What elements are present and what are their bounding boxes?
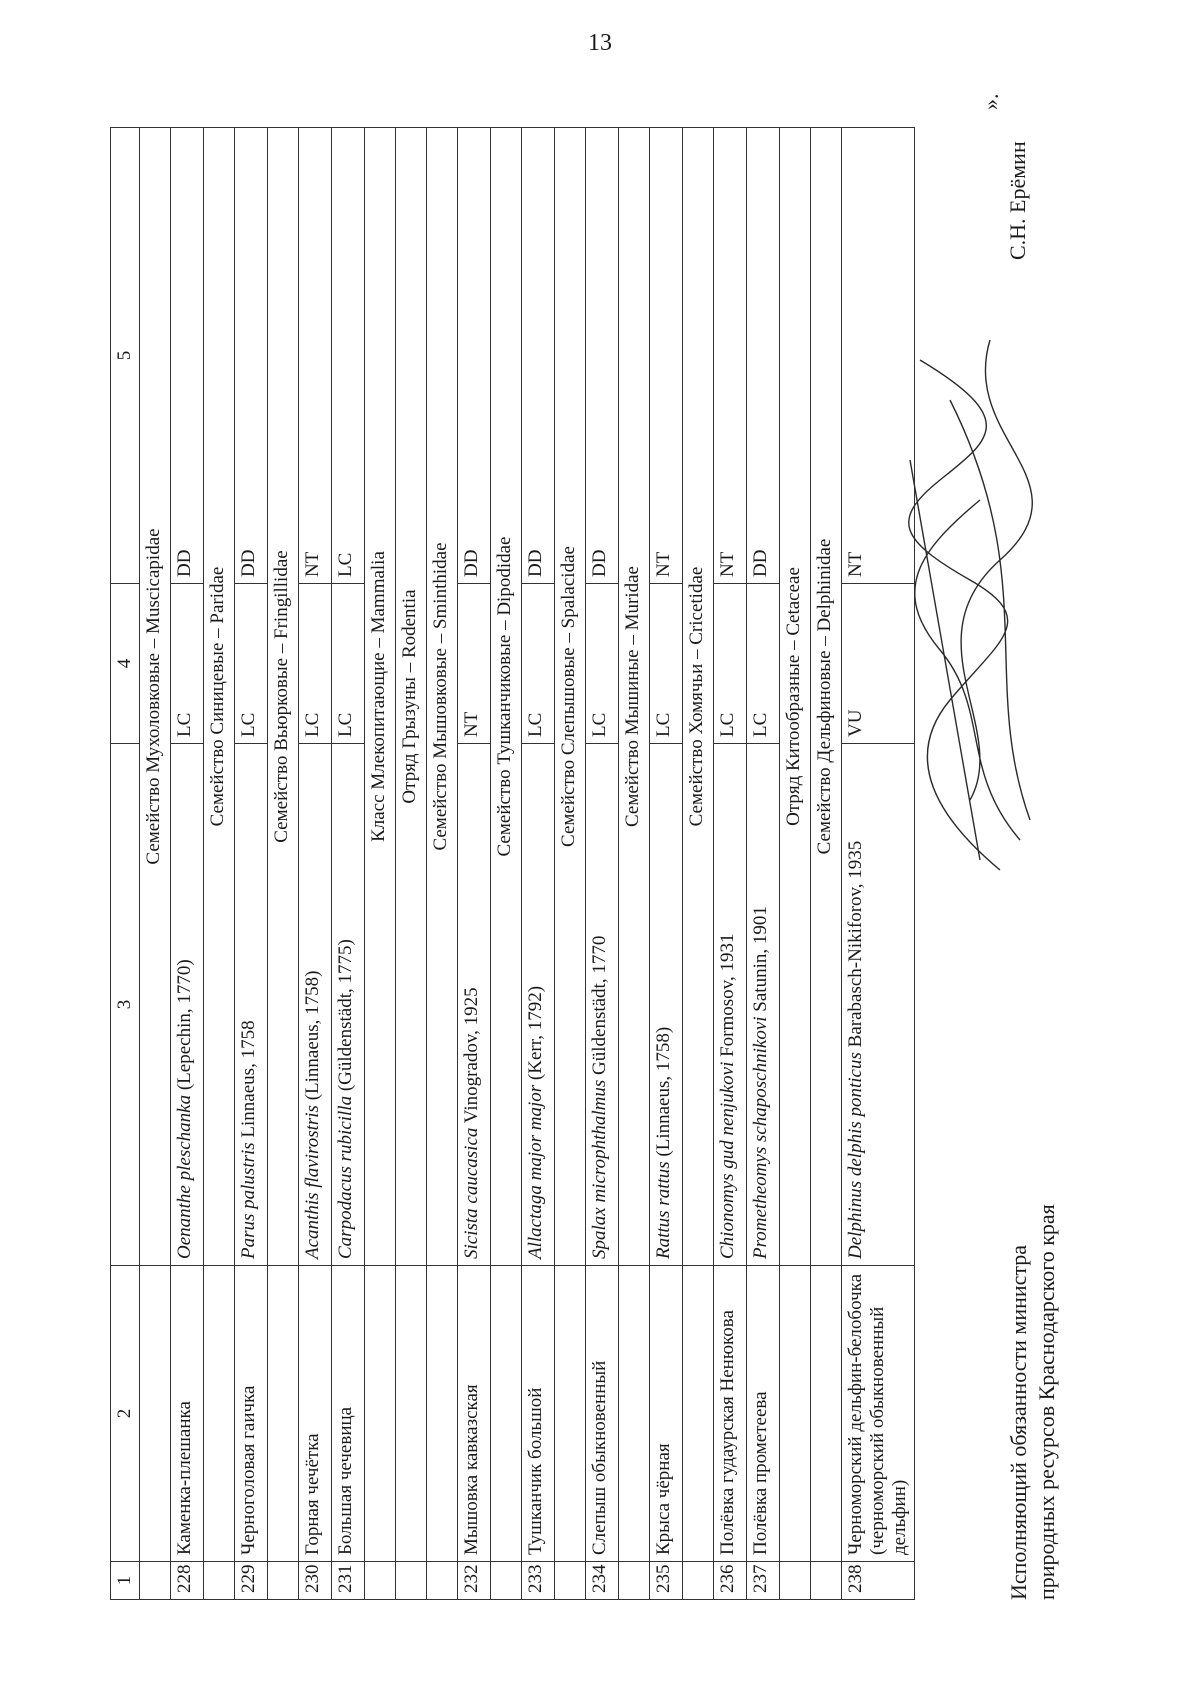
empty-cell (365, 1266, 396, 1562)
table-header-row (111, 128, 140, 1600)
status-column-4: LC (332, 584, 365, 744)
taxon-group-row (780, 128, 811, 1600)
status-column-4: LC (650, 584, 683, 744)
table-row (650, 128, 683, 1600)
taxon-group-heading: Семейство Синицевые – Paridae (204, 128, 235, 1266)
taxon-group-row (683, 128, 714, 1600)
status-column-4: LC (586, 584, 619, 744)
taxon-group-row (204, 128, 235, 1600)
status-column-4: LC (714, 584, 747, 744)
species-name-ru: Каменка-плешанка (171, 1266, 204, 1562)
species-name-lat-genus-species: Parus palustris (238, 1142, 259, 1259)
taxon-group-heading: Семейство Дельфиновые – Delphinidae (811, 128, 842, 1266)
species-name-lat-genus-species: Sicista caucasica (461, 1127, 482, 1259)
empty-cell (396, 1562, 427, 1600)
species-name-ru: Слепыш обыкновенный (586, 1266, 619, 1562)
status-column-5: DD (458, 128, 491, 584)
status-column-5: DD (747, 128, 780, 584)
taxon-group-heading: Семейство Мышовковые – Sminthidae (427, 128, 458, 1266)
species-name-lat (522, 744, 555, 1266)
empty-cell (396, 1266, 427, 1562)
taxon-group-row (268, 128, 299, 1600)
species-name-ru: Черноголовая гаичка (235, 1266, 268, 1562)
status-column-4: LC (235, 584, 268, 744)
rotated-document-content (110, 40, 1190, 1600)
row-number: 234 (586, 1562, 619, 1600)
table-row (586, 128, 619, 1600)
column-header-1: 1 (111, 1562, 140, 1600)
species-name-ru: Мышовка кавказская (458, 1266, 491, 1562)
taxon-group-row (396, 128, 427, 1600)
taxon-group-heading: Семейство Мышиные – Muridae (619, 128, 650, 1266)
empty-cell (427, 1562, 458, 1600)
table-row (171, 128, 204, 1600)
column-header-5: 5 (111, 128, 140, 584)
species-name-lat (586, 744, 619, 1266)
table-row (299, 128, 332, 1600)
status-column-5: NT (650, 128, 683, 584)
empty-cell (204, 1562, 235, 1600)
status-column-4: LC (522, 584, 555, 744)
row-number: 236 (714, 1562, 747, 1600)
species-table (110, 127, 915, 1600)
empty-cell (427, 1266, 458, 1562)
species-name-lat-author: Güldenstädt, 1770 (589, 935, 610, 1080)
status-column-5: NT (299, 128, 332, 584)
species-name-lat-genus-species: Chionomys gud nenjukovi (717, 1061, 738, 1259)
status-column-5: NT (714, 128, 747, 584)
empty-cell (619, 1266, 650, 1562)
table-row (458, 128, 491, 1600)
status-column-5: DD (235, 128, 268, 584)
status-column-4: LC (747, 584, 780, 744)
closing-quote-mark: ». (978, 93, 1003, 110)
species-name-lat-genus-species: Acanthis flavirostris (302, 1105, 323, 1259)
species-name-lat-genus-species: Oenanthe pleschanka (174, 1094, 195, 1259)
species-name-lat-genus-species: Allactaga major major (525, 1084, 546, 1259)
species-name-lat-genus-species: Prometheomys schaposchnikovi (750, 1016, 771, 1259)
empty-cell (683, 1562, 714, 1600)
empty-cell (491, 1562, 522, 1600)
row-number: 228 (171, 1562, 204, 1600)
status-column-5: DD (522, 128, 555, 584)
species-name-ru: Горная чечётка (299, 1266, 332, 1562)
species-name-lat-author: (Lepechin, 1770) (174, 959, 195, 1095)
empty-cell (491, 1266, 522, 1562)
empty-cell (780, 1266, 811, 1562)
species-name-ru: Большая чечевица (332, 1266, 365, 1562)
empty-cell (268, 1562, 299, 1600)
taxon-group-row (140, 128, 171, 1600)
species-name-ru: Крыса чёрная (650, 1266, 683, 1562)
empty-cell (268, 1266, 299, 1562)
empty-cell (811, 1266, 842, 1562)
species-name-lat (332, 744, 365, 1266)
species-name-lat-author: (Kerr, 1792) (525, 985, 546, 1085)
status-column-4: VU (842, 584, 915, 744)
species-name-lat-author: Barabasch-Nikiforov, 1935 (845, 840, 866, 1053)
taxon-group-heading: Семейство Вьюрковые – Fringillidae (268, 128, 299, 1266)
species-name-ru: Полёвка гудаурская Ненюкова (714, 1266, 747, 1562)
row-number: 235 (650, 1562, 683, 1600)
empty-cell (204, 1266, 235, 1562)
table-row (714, 128, 747, 1600)
species-name-lat-genus-species: Rattus rattus (653, 1161, 674, 1259)
status-column-5: DD (586, 128, 619, 584)
species-name-lat-author: Linnaeus, 1758 (238, 1020, 259, 1143)
species-name-lat (714, 744, 747, 1266)
species-name-lat (650, 744, 683, 1266)
taxon-group-row (619, 128, 650, 1600)
taxon-group-heading: Семейство Мухоловковые – Muscicapidae (140, 128, 171, 1266)
row-number: 233 (522, 1562, 555, 1600)
species-name-ru: Полёвка прометеева (747, 1266, 780, 1562)
species-name-ru: Черноморский дельфин-белобочка (черноморский обыкновенный дельфин) (842, 1266, 915, 1562)
taxon-group-heading: Отряд Грызуны – Rodentia (396, 128, 427, 1266)
page-number: 13 (588, 30, 612, 56)
empty-cell (780, 1562, 811, 1600)
empty-cell (555, 1562, 586, 1600)
species-name-lat (171, 744, 204, 1266)
empty-cell (140, 1562, 171, 1600)
status-column-4: LC (171, 584, 204, 744)
taxon-group-heading: Класс Млекопитающие – Mammalia (365, 128, 396, 1266)
row-number: 238 (842, 1562, 915, 1600)
taxon-group-row (427, 128, 458, 1600)
species-name-lat-author: Satunin, 1901 (750, 906, 771, 1017)
species-name-lat (299, 744, 332, 1266)
signatory-name: С.Н. Ерёмин (1005, 141, 1030, 260)
empty-cell (683, 1266, 714, 1562)
species-name-lat-author: (Güldenstädt, 1775) (335, 939, 356, 1096)
taxon-group-heading: Отряд Китообразные – Cetaceae (780, 128, 811, 1266)
species-name-lat-genus-species: Spalax microphthalmus (589, 1079, 610, 1259)
status-column-5: DD (171, 128, 204, 584)
species-name-lat-author: Formosov, 1931 (717, 933, 738, 1062)
status-column-5: NT (842, 128, 915, 584)
species-name-lat (235, 744, 268, 1266)
row-number: 229 (235, 1562, 268, 1600)
species-name-ru: Тушканчик большой (522, 1266, 555, 1562)
species-name-lat-genus-species: Delphinus delphis ponticus (845, 1052, 866, 1259)
table-row (235, 128, 268, 1600)
species-table-body (111, 128, 915, 1600)
species-name-lat (747, 744, 780, 1266)
status-column-4: LC (299, 584, 332, 744)
empty-cell (555, 1266, 586, 1562)
taxon-group-row (811, 128, 842, 1600)
signatory-title-line-1: Исполняющий обязанности министра (1006, 1244, 1031, 1600)
row-number: 231 (332, 1562, 365, 1600)
signatory-title (1005, 1204, 1060, 1600)
taxon-group-row (555, 128, 586, 1600)
taxon-group-row (365, 128, 396, 1600)
status-column-5: LC (332, 128, 365, 584)
species-name-lat (458, 744, 491, 1266)
column-header-2: 2 (111, 1266, 140, 1562)
species-name-lat-genus-species: Carpodacus rubicilla (335, 1095, 356, 1259)
taxon-group-heading: Семейство Хомячьи – Cricetidae (683, 128, 714, 1266)
signatory-title-line-2: природных ресурсов Краснодарского края (1033, 1204, 1059, 1600)
table-row (747, 128, 780, 1600)
signature-image (880, 320, 1060, 880)
row-number: 237 (747, 1562, 780, 1600)
empty-cell (140, 1266, 171, 1562)
row-number: 232 (458, 1562, 491, 1600)
column-header-4: 4 (111, 584, 140, 744)
taxon-group-heading: Семейство Тушканчиковые – Dipodidae (491, 128, 522, 1266)
status-column-4: NT (458, 584, 491, 744)
empty-cell (365, 1562, 396, 1600)
species-name-lat-author: (Linnaeus, 1758) (302, 970, 323, 1106)
empty-cell (619, 1562, 650, 1600)
taxon-group-heading: Семейство Слепышовые – Spalacidae (555, 128, 586, 1266)
table-row (522, 128, 555, 1600)
empty-cell (811, 1562, 842, 1600)
table-row (332, 128, 365, 1600)
taxon-group-row (491, 128, 522, 1600)
species-name-lat-author: (Linnaeus, 1758) (653, 1026, 674, 1162)
row-number: 230 (299, 1562, 332, 1600)
species-name-lat-author: Vinogradov, 1925 (461, 987, 482, 1128)
column-header-3: 3 (111, 744, 140, 1266)
